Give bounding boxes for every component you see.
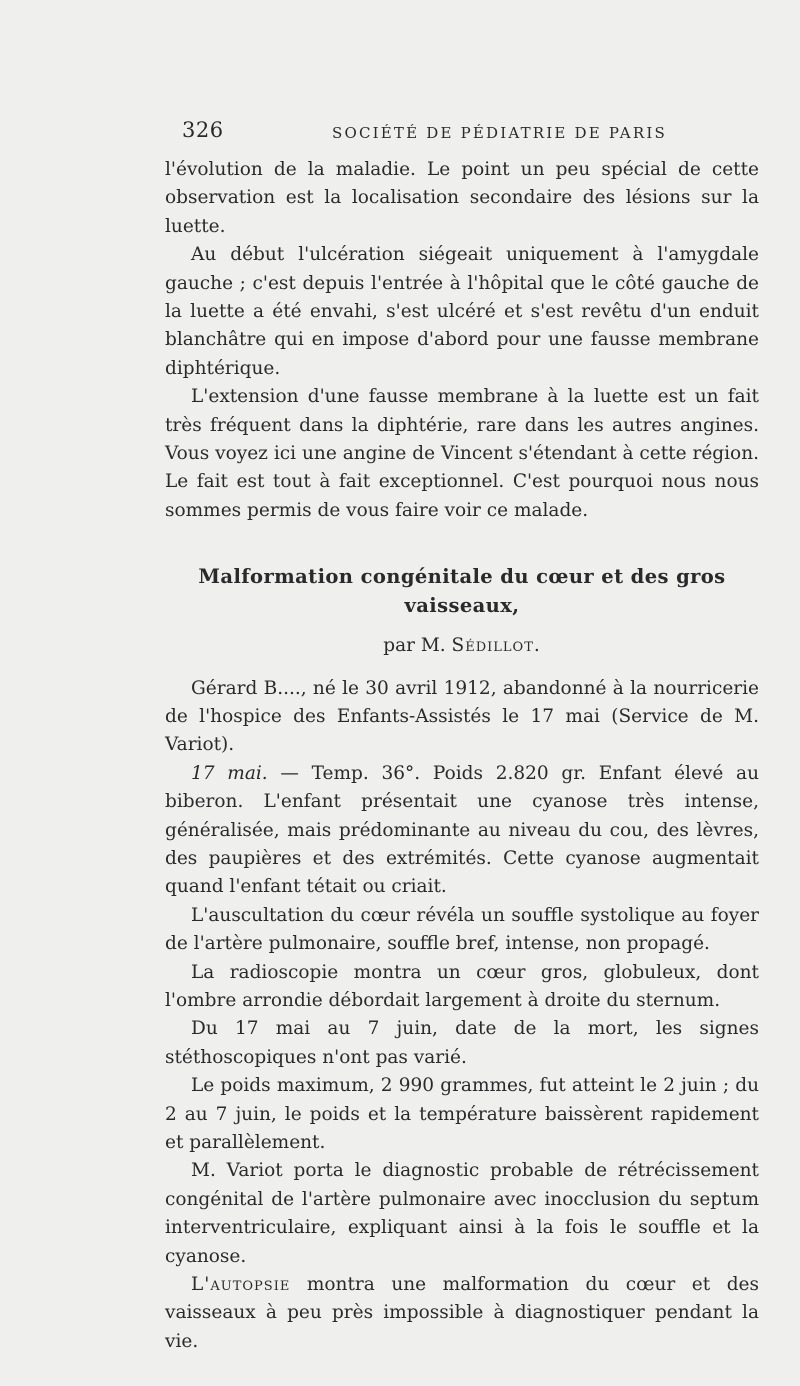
- date-17-mai: 17 mai.: [191, 762, 268, 784]
- author-name: Sédillot.: [451, 635, 541, 657]
- paragraph-2: Au début l'ulcération siégeait uniquement à l'amygdale gauche ; c'est depuis l'entrée à l'hôpital que le côté gauche de la luette a été envahi, s'est ulcéré et s'est revêtu d'un enduit blanchâtre qui en impose d'abord pour une fausse membrane diphtérique.: [165, 244, 759, 379]
- paragraph-6: L'auscultation du cœur révéla un souffle systolique au foyer de l'artère pulmonaire, souffle bref, intense, non propagé.: [165, 904, 759, 955]
- paragraph-1: l'évolution de la maladie. Le point un peu spécial de cette observation est la localisation secondaire des lésions sur la luette.: [165, 159, 759, 237]
- running-title: SOCIÉTÉ DE PÉDIATRIE DE PARIS: [332, 124, 667, 142]
- paragraph-9: Le poids maximum, 2 990 grammes, fut atteint le 2 juin ; du 2 au 7 juin, le poids et la température baissèrent rapidement et parallèlement.: [165, 1075, 759, 1153]
- paragraph-4: Gérard B...., né le 30 avril 1912, abandonné à la nourricerie de l'hospice des Enfants-Assistés le 17 mai (Service de M. Variot).: [165, 677, 759, 756]
- paragraph-8: Du 17 mai au 7 juin, date de la mort, les signes stéthoscopiques n'ont pas varié.: [165, 1018, 759, 1068]
- article-author: [165, 632, 759, 660]
- paragraph-10: M. Variot porta le diagnostic probable de rétrécissement congénital de l'artère pulmonaire avec inocclusion du septum interventriculaire, expliquant ainsi à la fois le souffle et la cyanose.: [165, 1160, 759, 1267]
- paragraph-5: [165, 760, 759, 902]
- paragraph-5-text: — Temp. 36°. Poids 2.820 gr. Enfant élevé au biberon. L'enfant présentait une cyanose très intense, généralisée, mais prédominante au niveau du cou, des lèvres, des paupières et des extrémités. Cette cyanose augmentait quand l'enfant tétait ou criait.: [165, 762, 759, 898]
- page-number: 326: [182, 118, 224, 142]
- article-title: Malformation congénitale du cœur et des gros vaisseaux,: [198, 565, 726, 617]
- paragraph-7: La radioscopie montra un cœur gros, globuleux, dont l'ombre arrondie débordait largement à droite du sternum.: [165, 961, 759, 1011]
- autopsie-lead: L'autopsie: [191, 1274, 291, 1296]
- paragraph-3: L'extension d'une fausse membrane à la luette est un fait très fréquent dans la diphtérie, rare dans les autres angines. Vous voyez ici une angine de Vincent s'étendant à cette région. Le fait est tout à fait exceptionnel. C'est pourquoi nous nous sommes permis de vous faire voir ce malade.: [165, 386, 759, 521]
- body-text: [165, 156, 759, 1356]
- paragraph-11: [165, 1271, 759, 1356]
- author-prefix: par M.: [383, 635, 446, 657]
- paragraph-11-text: montra une malformation du cœur et des vaisseaux à peu près impossible à diagnostiquer pendant la vie.: [165, 1274, 759, 1352]
- page-header: [182, 118, 762, 148]
